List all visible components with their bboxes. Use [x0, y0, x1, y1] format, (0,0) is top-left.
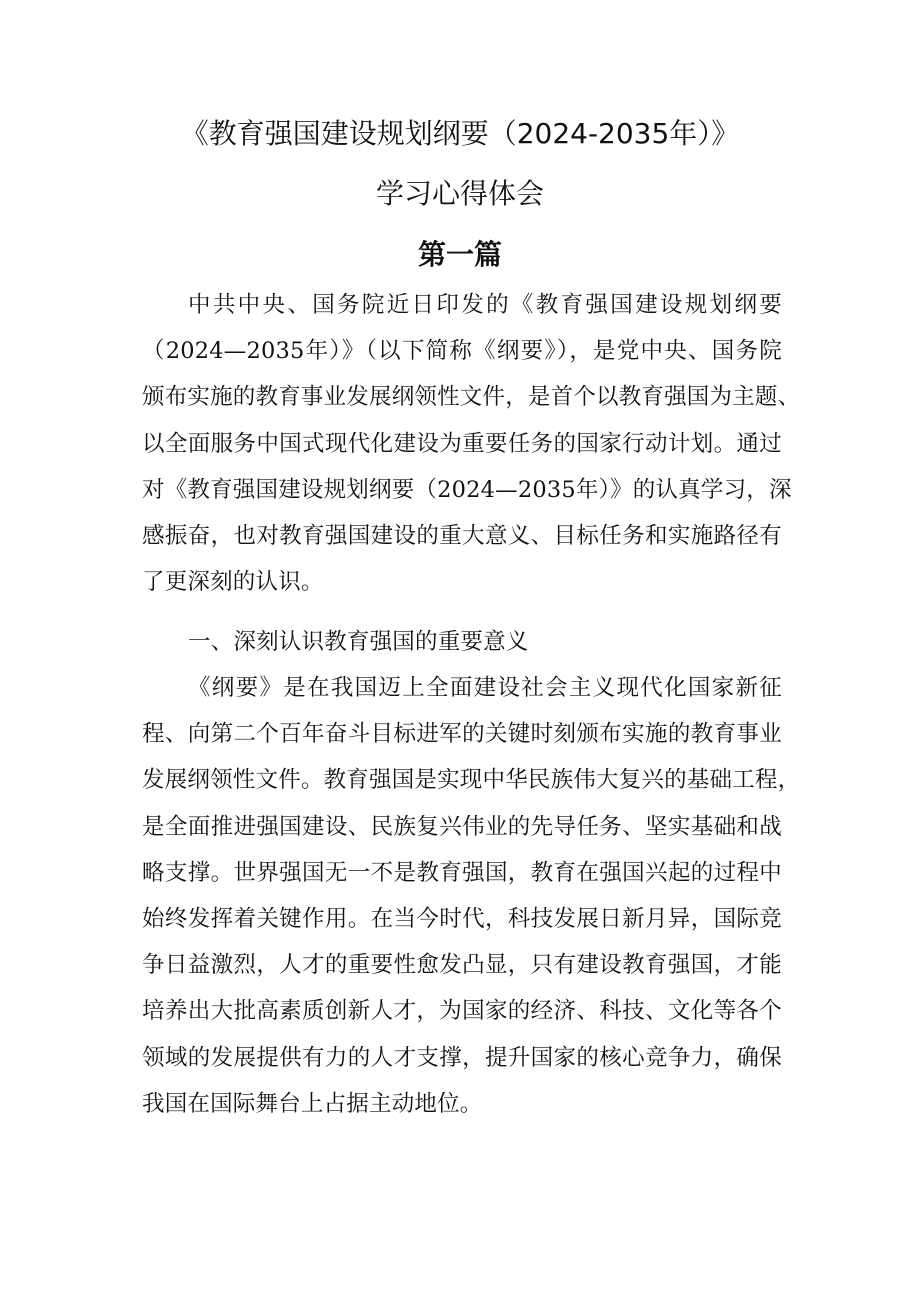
paragraph-line: 颁布实施的教育事业发展纲领性文件，是首个以教育强国为主题、	[142, 384, 801, 411]
paragraph-line: （2024—2035年）》（以下简称《纲要》），是党中央、国务院	[142, 338, 782, 365]
paragraph-line: 了更深刻的认识。	[142, 569, 324, 596]
paragraph-line: 感振奋，也对教育强国建设的重大意义、目标任务和实施路径有	[142, 522, 782, 549]
paragraph-line: 是全面推进强国建设、民族复兴伟业的先导任务、坚实基础和战	[142, 813, 782, 840]
paragraph-line: 以全面服务中国式现代化建设为重要任务的国家行动计划。通过	[142, 430, 782, 457]
paragraph-line: 中共中央、国务院近日印发的《教育强国建设规划纲要	[188, 292, 782, 318]
paragraph-line: 对《教育强国建设规划纲要（2024—2035年）》的认真学习，深	[142, 476, 792, 503]
paragraph-line: 程、向第二个百年奋斗目标进军的关键时刻颁布实施的教育事业	[142, 721, 782, 748]
document-title: 《教育强国建设规划纲要（2024-2035年）》	[180, 117, 740, 150]
section-heading	[142, 619, 782, 665]
paragraph-line: 略支撑。世界强国无一不是教育强国，教育在强国兴起的过程中	[142, 859, 782, 886]
paragraph-line: 发展纲领性文件。教育强国是实现中华民族伟大复兴的基础工程，	[142, 767, 801, 794]
section-heading-text: 一、深刻认识教育强国的重要意义	[188, 629, 529, 655]
paragraph-line: 培养出大批高素质创新人才，为国家的经济、科技、文化等各个	[142, 998, 782, 1025]
paragraph-intro	[142, 282, 801, 605]
document-subtitle: 学习心得体会	[375, 177, 544, 210]
paragraph-line: 始终发挥着关键作用。在当今时代，科技发展日新月异，国际竞	[142, 905, 782, 932]
paragraph-line: 争日益激烈，人才的重要性愈发凸显，只有建设教育强国，才能	[142, 952, 782, 979]
paragraph-line: 我国在国际舞台上占据主动地位。	[142, 1090, 483, 1117]
paragraph-significance	[142, 665, 801, 1127]
paragraph-line: 《纲要》是在我国迈上全面建设社会主义现代化国家新征	[188, 675, 782, 701]
paragraph-line: 领域的发展提供有力的人才支撑，提升国家的核心竞争力，确保	[142, 1044, 782, 1071]
chapter-heading: 第一篇	[417, 238, 502, 271]
